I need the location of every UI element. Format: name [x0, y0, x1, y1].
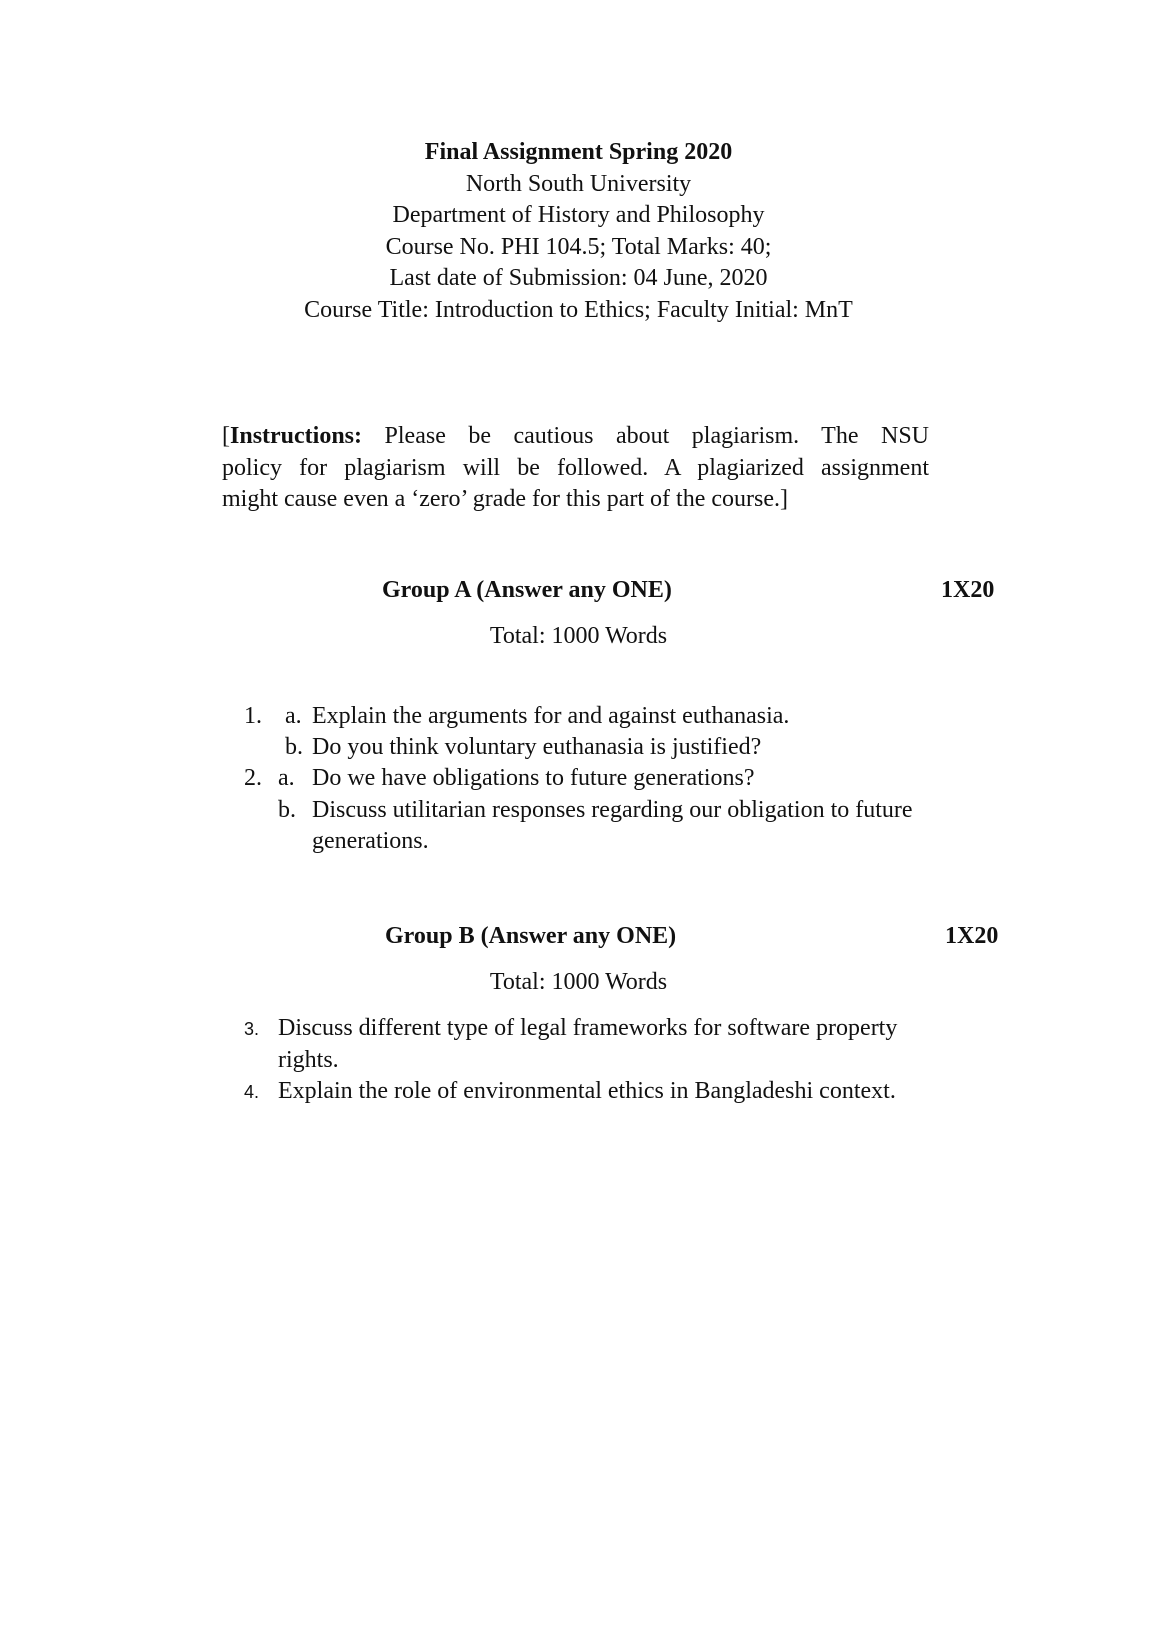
instructions-line-1-text: Please be cautious about plagiarism. The NSU	[384, 423, 930, 449]
question-4-text: Explain the role of environmental ethics in Bangladeshi context.	[278, 1078, 896, 1104]
document-header	[0, 137, 1157, 326]
instructions-line-3: might cause even a ‘zero’ grade for this part of the course.]	[222, 486, 788, 512]
question-2-number: 2.	[244, 765, 262, 791]
group-b-total-words: Total: 1000 Words	[489, 969, 668, 995]
instructions-label: Instructions:	[230, 423, 363, 449]
question-1b-text: Do you think voluntary euthanasia is justified?	[312, 734, 762, 760]
document-title: Final Assignment Spring 2020	[424, 139, 733, 165]
question-3-number: 3.	[244, 1019, 260, 1039]
question-1-number: 1.	[244, 703, 262, 729]
group-b-marks: 1X20	[945, 923, 999, 949]
university-name: North South University	[465, 170, 692, 197]
question-2b-letter: b.	[278, 797, 296, 823]
group-a-total-words: Total: 1000 Words	[489, 623, 668, 649]
question-2a-letter: a.	[278, 765, 295, 791]
question-1b-letter: b.	[285, 734, 303, 760]
course-marks-line: Course No. PHI 104.5; Total Marks: 40;	[385, 233, 772, 260]
submission-deadline: Last date of Submission: 04 June, 2020	[389, 265, 768, 291]
question-2b-text-continued: generations.	[312, 828, 429, 854]
instructions-open-bracket: [	[222, 423, 230, 449]
question-4-number: 4.	[244, 1082, 260, 1102]
group-a-heading: Group A (Answer any ONE)	[382, 577, 672, 603]
question-1a-text: Explain the arguments for and against euthanasia.	[312, 703, 790, 729]
question-2b-text: Discuss utilitarian responses regarding our obligation to future	[312, 797, 913, 823]
course-title-line: Course Title: Introduction to Ethics; Faculty Initial: MnT	[304, 296, 853, 323]
instructions-line-1	[222, 421, 929, 453]
question-3-text-continued: rights.	[278, 1047, 339, 1073]
instructions-line-2: policy for plagiarism will be followed. A plagiarized assignment	[222, 454, 929, 481]
department-name: Department of History and Philosophy	[392, 202, 765, 228]
question-1a-letter: a.	[285, 703, 302, 729]
group-b-heading: Group B (Answer any ONE)	[385, 923, 677, 949]
question-2a-text: Do we have obligations to future generations?	[312, 765, 755, 791]
instructions-block	[222, 421, 929, 516]
question-3-text: Discuss different type of legal frameworks for software property	[278, 1015, 898, 1041]
group-a-marks: 1X20	[941, 577, 995, 603]
